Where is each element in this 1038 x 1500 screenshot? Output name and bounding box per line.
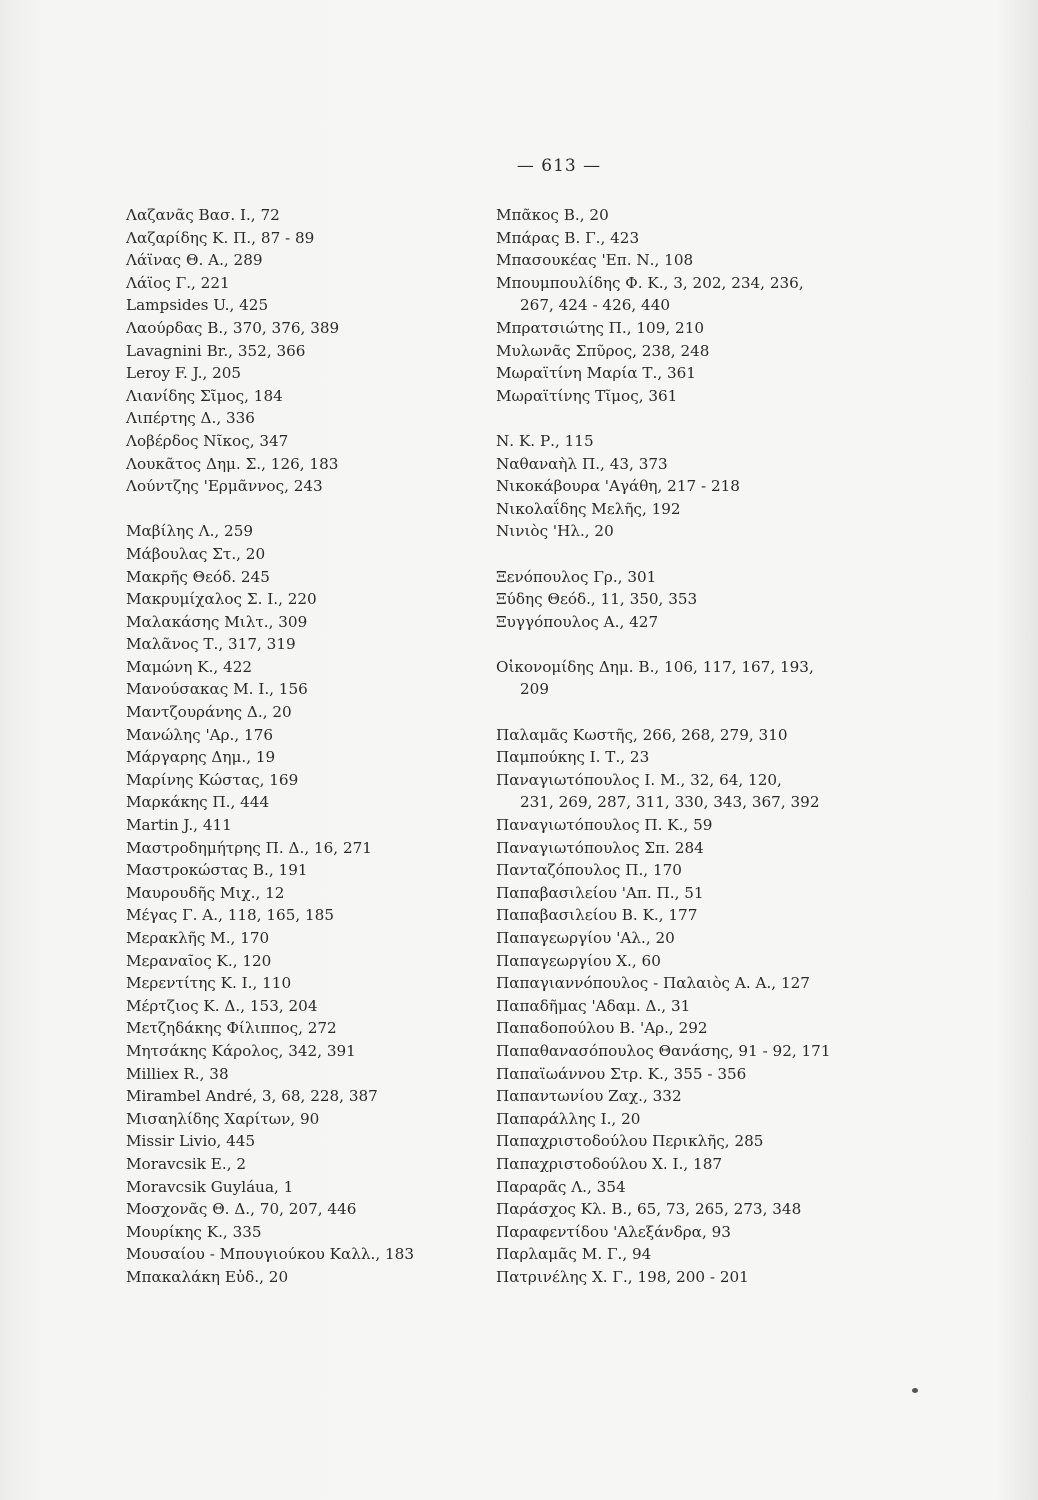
- index-entry-text: Λιανίδης Σῖμος, 184: [126, 386, 283, 405]
- index-entry-text: Μεραναῖος Κ., 120: [126, 951, 272, 970]
- index-entry-text: Πατρινέλης Χ. Γ., 198, 200 - 201: [496, 1267, 749, 1286]
- index-entry: [496, 1130, 856, 1153]
- index-entry-text: Moravcsik E., 2: [126, 1154, 247, 1173]
- index-entry-text: Παναγιωτόπουλος Ι. Μ., 32, 64, 120,: [496, 770, 782, 789]
- index-entry: [126, 588, 466, 611]
- index-entry: [126, 1063, 466, 1086]
- index-entry: [496, 1040, 856, 1063]
- index-entry-text: Νικολαΐδης Μελῆς, 192: [496, 499, 681, 518]
- index-entry-text: Moravcsik Guyláua, 1: [126, 1177, 294, 1196]
- index-entry-text: Μάργαρης Δημ., 19: [126, 748, 276, 767]
- index-entry: [496, 272, 856, 317]
- index-entry: [126, 814, 466, 837]
- index-entry: [126, 453, 466, 476]
- index-entry: [496, 453, 856, 476]
- index-entry: [496, 1085, 856, 1108]
- index-entry: [126, 1221, 466, 1244]
- index-entry: [496, 972, 856, 995]
- index-entry: [126, 769, 466, 792]
- index-entry: [126, 249, 466, 272]
- index-entry: [126, 837, 466, 860]
- index-entry-text: Παμπούκης Ι. Τ., 23: [496, 748, 650, 767]
- index-entry-text: Μαρκάκης Π., 444: [126, 793, 270, 812]
- index-entry: [496, 566, 856, 589]
- index-entry-text: Παπαγεωργίου Χ., 60: [496, 951, 661, 970]
- index-entry: [496, 204, 856, 227]
- index-entry: [496, 927, 856, 950]
- index-entry: [496, 1221, 856, 1244]
- index-entry: [496, 904, 856, 927]
- index-entry-text: Lampsides U., 425: [126, 296, 269, 315]
- index-entry: [126, 724, 466, 747]
- index-entry: [496, 498, 856, 521]
- index-entry-text: Μαστροκώστας Β., 191: [126, 861, 308, 880]
- index-entry-text: Ξυγγόπουλος Α., 427: [496, 612, 659, 631]
- index-entry-text: Μουρίκης Κ., 335: [126, 1222, 262, 1241]
- index-entry: [496, 362, 856, 385]
- index-entry: [496, 1198, 856, 1221]
- index-entry-text: Παραφεντίδου 'Αλεξάνδρα, 93: [496, 1222, 731, 1241]
- index-entry: [126, 1198, 466, 1221]
- index-entry: [496, 1108, 856, 1131]
- index-entry-text: Μαλᾶνος Τ., 317, 319: [126, 635, 296, 654]
- index-entry: [496, 814, 856, 837]
- index-entry: [126, 882, 466, 905]
- index-entry: [496, 588, 856, 611]
- index-entry: [126, 475, 466, 498]
- index-entry: [126, 566, 466, 589]
- index-entry-text: Μάβουλας Στ., 20: [126, 544, 266, 563]
- index-entry: [496, 1176, 856, 1199]
- index-entry: [126, 678, 466, 701]
- index-entry-text: Παναγιωτόπουλος Σπ. 284: [496, 838, 704, 857]
- index-entry: [496, 227, 856, 250]
- index-entry: [496, 837, 856, 860]
- index-entry-text: Παπαθανασόπουλος Θανάσης, 91 - 92, 171: [496, 1041, 831, 1060]
- index-entry-text: Ν. Κ. Ρ., 115: [496, 431, 594, 450]
- index-entry-text: Μακρῆς Θεόδ. 245: [126, 567, 270, 586]
- index-entry: [126, 340, 466, 363]
- index-entry-text: Ξύδης Θεόδ., 11, 350, 353: [496, 590, 698, 609]
- index-entry: [496, 475, 856, 498]
- index-entry-text: Μωραϊτίνη Μαρία Τ., 361: [496, 364, 696, 383]
- index-entry-text: Λάϊος Γ., 221: [126, 273, 230, 292]
- index-entry: [126, 1085, 466, 1108]
- index-entry-text: Μοσχονᾶς Θ. Δ., 70, 207, 446: [126, 1200, 357, 1219]
- index-entry: [496, 1017, 856, 1040]
- index-column-right: [496, 204, 856, 1289]
- index-entry: [496, 1153, 856, 1176]
- index-entry-text: Μερεντίτης Κ. Ι., 110: [126, 974, 292, 993]
- index-entry: [496, 995, 856, 1018]
- index-entry-text: Μυλωνᾶς Σπῦρος, 238, 248: [496, 341, 710, 360]
- index-entry: [126, 1266, 466, 1289]
- index-entry-text: Παπαβασιλείου Β. Κ., 177: [496, 906, 698, 925]
- index-entry: [126, 204, 466, 227]
- page-number: — 613 —: [516, 156, 602, 176]
- index-entry: [126, 611, 466, 634]
- index-entry-text: Παπαγιαννόπουλος - Παλαιὸς Α. Α., 127: [496, 974, 810, 993]
- index-entry: [126, 1108, 466, 1131]
- index-entry-text: Παράσχος Κλ. Β., 65, 73, 265, 273, 348: [496, 1200, 802, 1219]
- index-entry: [126, 362, 466, 385]
- index-entry: [496, 724, 856, 747]
- index-entry-text: Μαβίλης Λ., 259: [126, 522, 254, 541]
- index-entry: [126, 407, 466, 430]
- index-entry-text: Lavagnini Br., 352, 366: [126, 341, 306, 360]
- index-entry: [496, 249, 856, 272]
- index-entry-text: Παλαμᾶς Κωστῆς, 266, 268, 279, 310: [496, 725, 788, 744]
- index-entry-text: Μισαηλίδης Χαρίτων, 90: [126, 1109, 320, 1128]
- index-entry-text: Παπαχριστοδούλου Περικλῆς, 285: [496, 1132, 764, 1151]
- index-entry: [126, 950, 466, 973]
- index-entry-continuation: 231, 269, 287, 311, 330, 343, 367, 392: [520, 793, 820, 812]
- index-entry: [126, 972, 466, 995]
- index-entry-text: Μαμώνη Κ., 422: [126, 657, 253, 676]
- index-entry: [126, 1153, 466, 1176]
- index-entry: [126, 633, 466, 656]
- index-entry-text: Μέρτζιος Κ. Δ., 153, 204: [126, 996, 318, 1015]
- index-column-left: [126, 204, 466, 1289]
- index-entry-text: Μετζηδάκης Φίλιππος, 272: [126, 1019, 337, 1038]
- index-entry-text: Milliex R., 38: [126, 1064, 229, 1083]
- index-entry-text: Μπουμπουλίδης Φ. Κ., 3, 202, 234, 236,: [496, 273, 804, 292]
- index-entry: [496, 385, 856, 408]
- index-entry: [126, 701, 466, 724]
- index-entry: [126, 430, 466, 453]
- index-entry-text: Παραρᾶς Λ., 354: [496, 1177, 626, 1196]
- index-entry-text: Παπαγεωργίου 'Αλ., 20: [496, 929, 675, 947]
- index-entry: [126, 227, 466, 250]
- index-entry: [126, 385, 466, 408]
- index-entry-text: Λαζανᾶς Βασ. Ι., 72: [126, 206, 280, 224]
- index-entry-text: Παπαράλλης Ι., 20: [496, 1109, 641, 1128]
- index-entry-text: Μαλακάσης Μιλτ., 309: [126, 612, 308, 631]
- index-entry-text: Λούντζης 'Ερμᾶννος, 243: [126, 477, 323, 496]
- index-entry-text: Μαρίνης Κώστας, 169: [126, 770, 299, 789]
- index-entry: [496, 1063, 856, 1086]
- index-entry: [496, 520, 856, 543]
- index-entry: [496, 746, 856, 769]
- index-entry-text: Παπαδῆμας 'Αδαμ. Δ., 31: [496, 996, 691, 1015]
- index-entry: [496, 317, 856, 340]
- index-entry-text: Μαυρουδῆς Μιχ., 12: [126, 883, 285, 902]
- index-entry-text: Παπαϊωάννου Στρ. Κ., 355 - 356: [496, 1064, 747, 1083]
- index-entry: [126, 904, 466, 927]
- index-entry-text: Μητσάκης Κάρολος, 342, 391: [126, 1041, 356, 1060]
- ink-speck: [912, 1388, 918, 1393]
- index-entry-text: Μωραϊτίνης Τῖμος, 361: [496, 386, 678, 405]
- index-entry: [496, 769, 856, 814]
- index-entry-text: Λοβέρδος Νῖκος, 347: [126, 431, 289, 450]
- index-entry: [126, 1040, 466, 1063]
- index-entry-text: Μπᾶκος Β., 20: [496, 206, 609, 224]
- index-entry-text: Μπρατσιώτης Π., 109, 210: [496, 318, 705, 337]
- index-entry-text: Mirambel André, 3, 68, 228, 387: [126, 1087, 378, 1106]
- index-entry: [496, 340, 856, 363]
- index-entry-text: Παρλαμᾶς Μ. Γ., 94: [496, 1245, 652, 1264]
- index-entry: [496, 656, 856, 701]
- index-entry: [126, 927, 466, 950]
- index-entry-text: Missir Livio, 445: [126, 1132, 256, 1151]
- index-entry-continuation: 267, 424 - 426, 440: [520, 296, 671, 315]
- index-entry: [496, 1266, 856, 1289]
- index-entry-text: Μπάρας Β. Γ., 423: [496, 228, 640, 247]
- index-entry: [126, 1017, 466, 1040]
- index-entry: [126, 995, 466, 1018]
- index-entry-text: Οἰκονομίδης Δημ. Β., 106, 117, 167, 193,: [496, 657, 814, 676]
- index-entry-text: Λουκᾶτος Δημ. Σ., 126, 183: [126, 454, 339, 473]
- index-entry: [126, 1243, 466, 1266]
- index-entry-text: Leroy F. J., 205: [126, 364, 242, 383]
- index-entry: [126, 1176, 466, 1199]
- index-entry: [126, 791, 466, 814]
- index-entry-text: Νινιὸς 'Ηλ., 20: [496, 522, 614, 541]
- index-entry-text: Μαστροδημήτρης Π. Δ., 16, 271: [126, 838, 372, 857]
- index-entry-continuation: 209: [520, 680, 549, 699]
- index-entry: [496, 1243, 856, 1266]
- index-entry-text: Παπαδοπούλου Β. 'Αρ., 292: [496, 1019, 708, 1038]
- index-entry-text: Πανταζόπουλος Π., 170: [496, 861, 682, 880]
- index-entry-text: Παπαβασιλείου 'Απ. Π., 51: [496, 883, 704, 902]
- index-entry-text: Ναθαναὴλ Π., 43, 373: [496, 454, 668, 473]
- index-entry-text: Μερακλῆς Μ., 170: [126, 929, 270, 947]
- index-entry: [126, 317, 466, 340]
- index-entry: [496, 611, 856, 634]
- index-entry-text: Παπαντωνίου Ζαχ., 332: [496, 1087, 682, 1106]
- index-entry: [496, 950, 856, 973]
- index-entry-text: Μανώλης 'Αρ., 176: [126, 725, 274, 744]
- index-entry-text: Μέγας Γ. Α., 118, 165, 185: [126, 906, 335, 925]
- index-entry-text: Νικοκάβουρα 'Αγάθη, 217 - 218: [496, 477, 740, 496]
- index-entry-text: Λαζαρίδης Κ. Π., 87 - 89: [126, 228, 315, 247]
- index-entry: [126, 656, 466, 679]
- index-entry-text: Παπαχριστοδούλου Χ. Ι., 187: [496, 1154, 723, 1173]
- index-entry-text: Ξενόπουλος Γρ., 301: [496, 567, 657, 586]
- index-entry-text: Μουσαίου - Μπουγιούκου Καλλ., 183: [126, 1245, 415, 1264]
- index-entry: [496, 430, 856, 453]
- index-entry: [126, 746, 466, 769]
- index-entry-text: Μαντζουράνης Δ., 20: [126, 703, 292, 722]
- index-entry-text: Μανούσακας Μ. Ι., 156: [126, 680, 308, 699]
- index-entry: [126, 294, 466, 317]
- index-entry-text: Λάϊνας Θ. Α., 289: [126, 251, 263, 270]
- index-entry-text: Μπακαλάκη Εὐδ., 20: [126, 1267, 289, 1286]
- index-entry-text: Martin J., 411: [126, 816, 232, 835]
- index-entry-text: Παναγιωτόπουλος Π. Κ., 59: [496, 816, 713, 835]
- index-entry-text: Λιπέρτης Δ., 336: [126, 409, 255, 428]
- index-entry-text: Μπασουκέας 'Επ. Ν., 108: [496, 251, 694, 270]
- index-entry: [126, 520, 466, 543]
- index-entry: [496, 859, 856, 882]
- index-entry: [126, 859, 466, 882]
- index-entry-text: Μακρυμίχαλος Σ. Ι., 220: [126, 590, 317, 609]
- index-entry: [126, 1130, 466, 1153]
- index-entry: [126, 543, 466, 566]
- index-entry: [496, 882, 856, 905]
- index-entry-text: Λαούρδας Β., 370, 376, 389: [126, 318, 340, 337]
- index-entry: [126, 272, 466, 295]
